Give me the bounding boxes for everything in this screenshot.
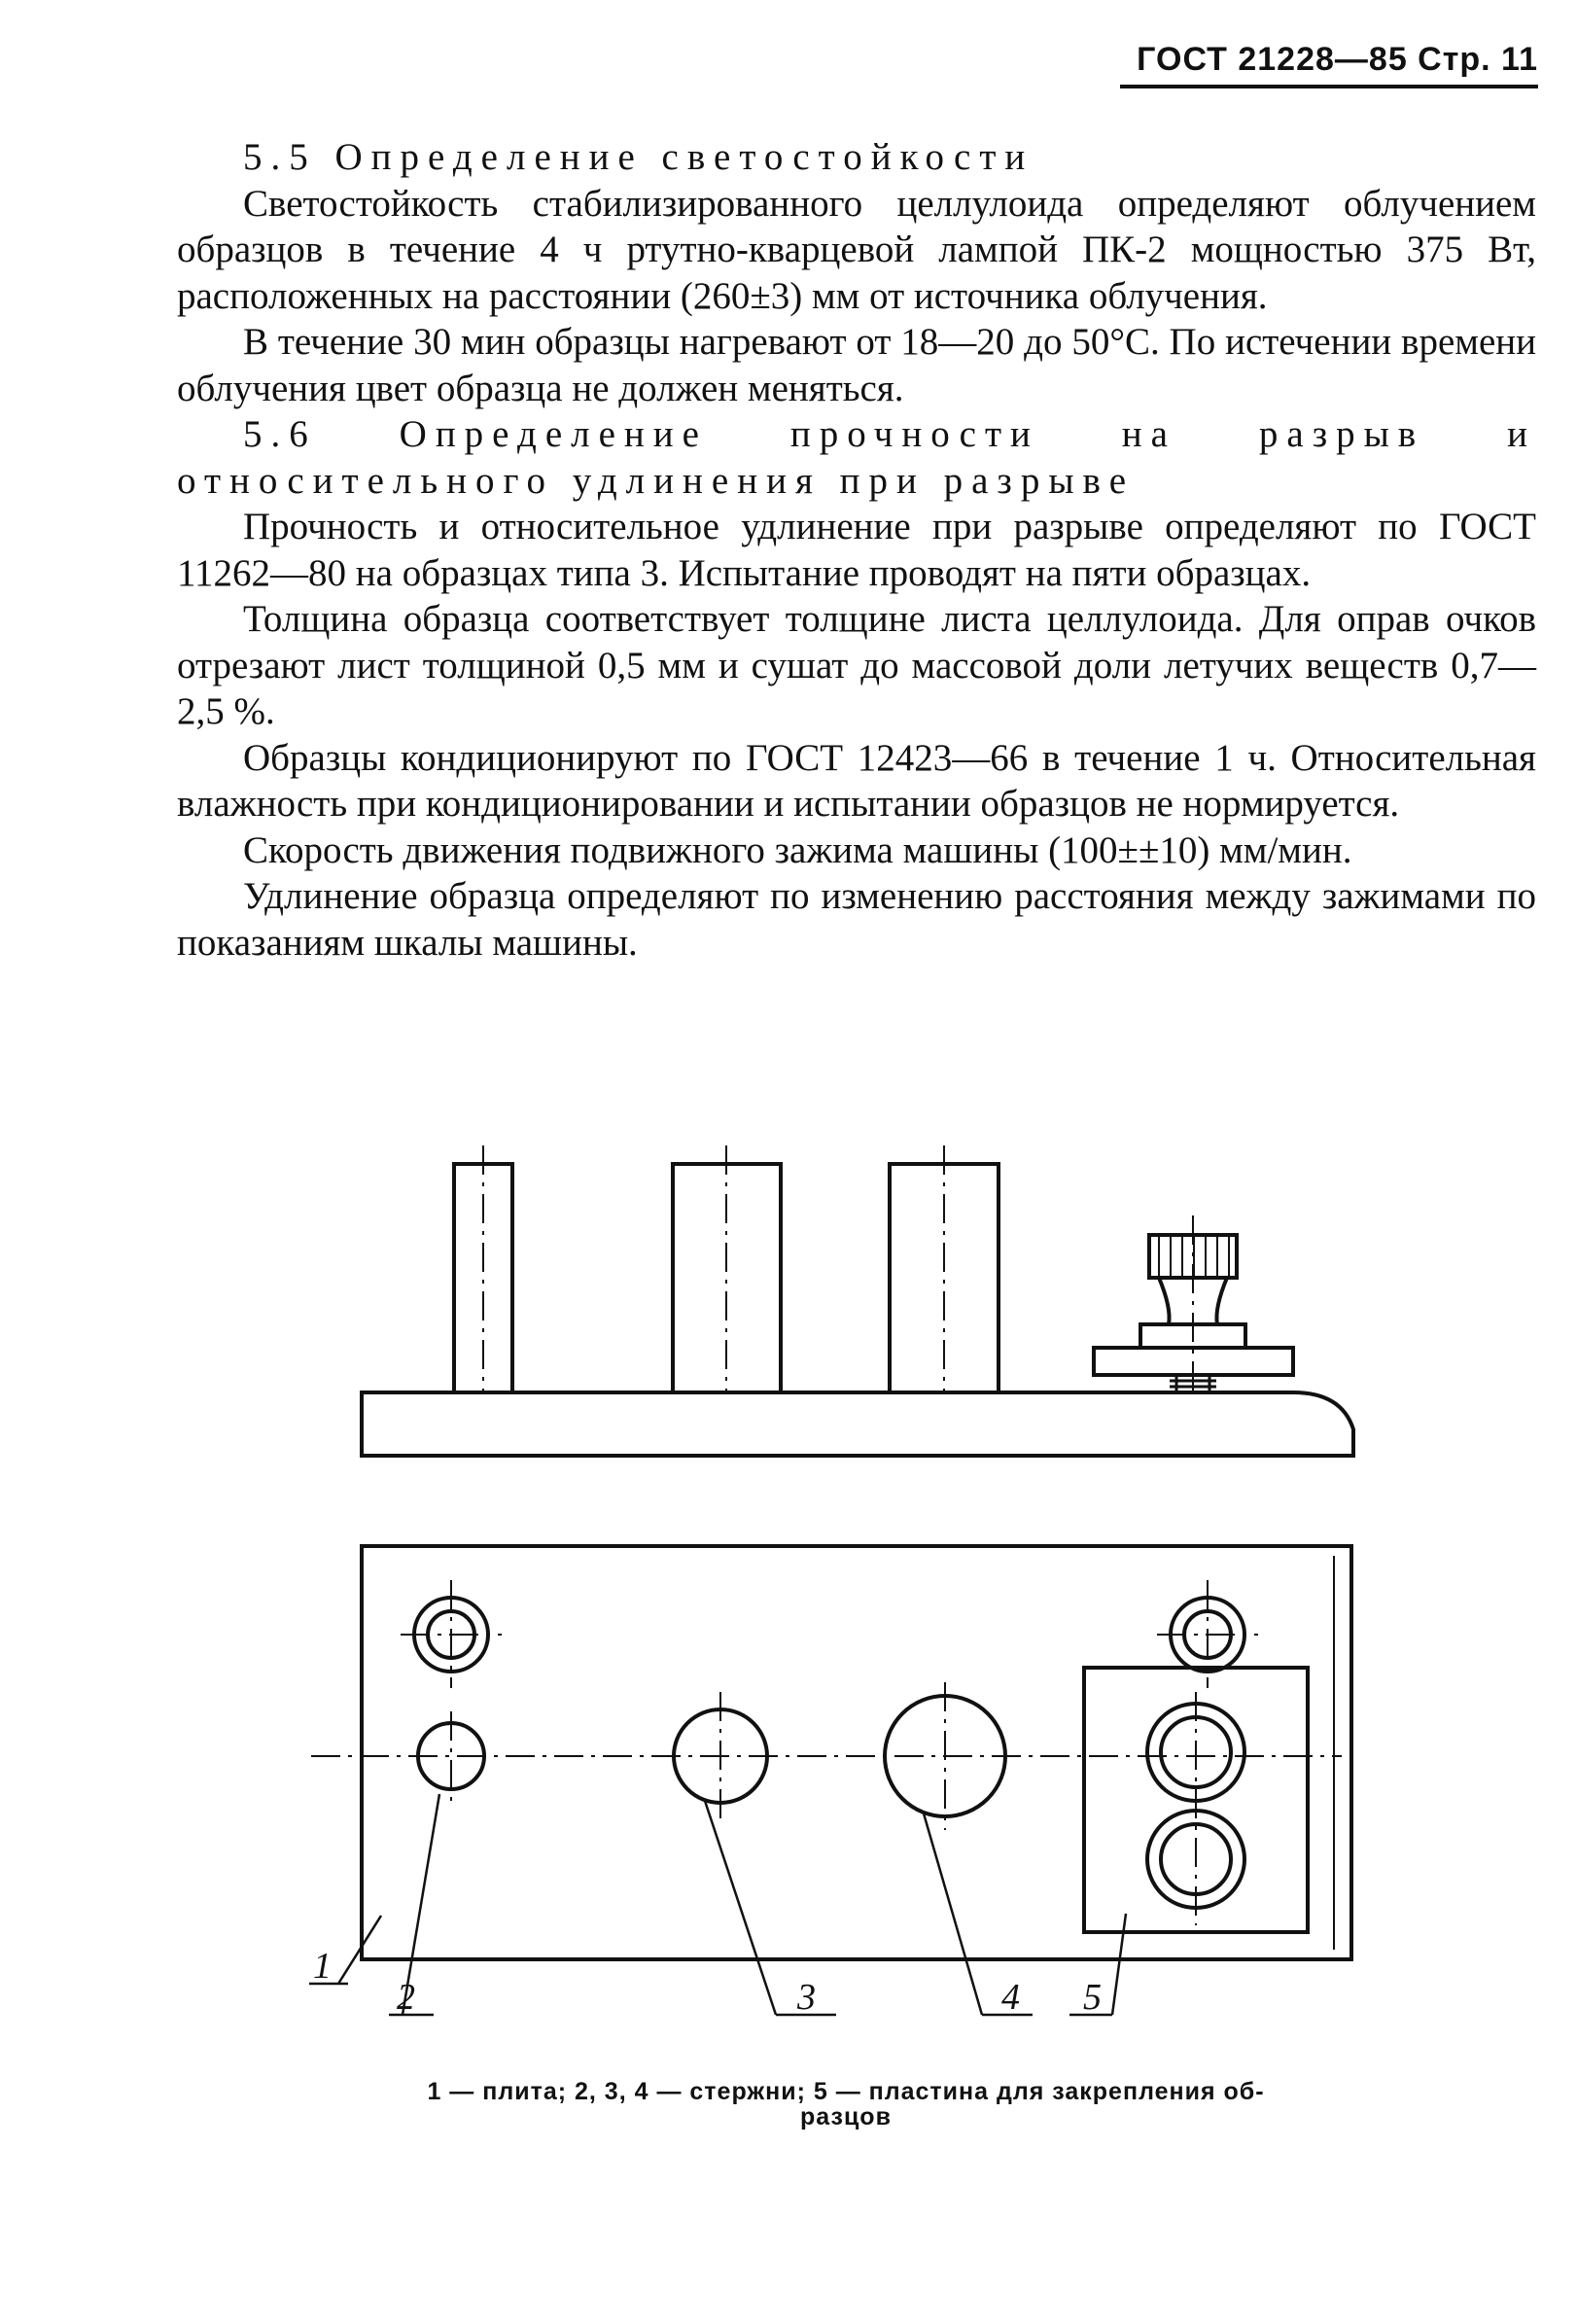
label-5: 5 xyxy=(1083,1977,1102,2018)
clamp-screw xyxy=(1094,1215,1293,1392)
paragraph: Прочность и относительное удлинение при разрыве определяют по ГОСТ 11262—80 на образцах типа 3. Испытание проводят на пяти образцах. xyxy=(177,506,1536,594)
caption-line-2: разцов xyxy=(800,2103,892,2130)
label-4: 4 xyxy=(1001,1977,1020,2018)
page-header: ГОСТ 21228—85 Стр. 11 xyxy=(1120,41,1538,88)
paragraph: Скорость движения подвижного зажима машины (100±±10) мм/мин. xyxy=(243,828,1352,871)
paragraph: Образцы кондиционируют по ГОСТ 12423—66 в течение 1 ч. Относительная влажность при кондиционировании и испытании образцов не нормируется. xyxy=(177,736,1536,825)
label-3: 3 xyxy=(797,1977,816,2018)
side-base-plate xyxy=(362,1392,1353,1456)
label-1: 1 xyxy=(313,1946,332,1987)
top-view xyxy=(309,1546,1351,2018)
top-base-plate xyxy=(362,1546,1351,1959)
fixture-drawing xyxy=(292,1138,1400,2052)
side-view xyxy=(362,1145,1353,1456)
paragraph: В течение 30 мин образцы нагревают от 18—20 до 50°С. По истечении времени облучения цвет образца не должен меняться. xyxy=(177,321,1536,409)
body-text xyxy=(177,134,1536,966)
label-2: 2 xyxy=(397,1977,415,2018)
section-heading-5-6: 5.6 Определение прочности на разрыв и относительного удлинения при разрыве xyxy=(177,413,1536,502)
paragraph: Толщина образца соответствует толщине листа целлулоида. Для оправ очков отрезают лист толщиной 0,5 мм и сушат до массовой доли летучих веществ 0,7—2,5 %. xyxy=(177,598,1536,732)
caption-line-1: 1 — плита; 2, 3, 4 — стержни; 5 — пластина для закрепления об- xyxy=(427,2078,1265,2105)
section-heading-5-5: 5.5 Определение светостойкости xyxy=(243,136,1034,178)
paragraph: Светостойкость стабилизированного целлулоида определяют облучением образцов в течение 4 ч ртутно-кварцевой лампой ПК-2 мощностью 375 Вт, расположенных на расстоянии (260±3) мм от источника облучения. xyxy=(177,182,1536,317)
figure-caption xyxy=(292,2079,1400,2130)
paragraph: Удлинение образца определяют по изменению расстояния между зажимами по показаниям шкалы машины. xyxy=(177,875,1536,964)
